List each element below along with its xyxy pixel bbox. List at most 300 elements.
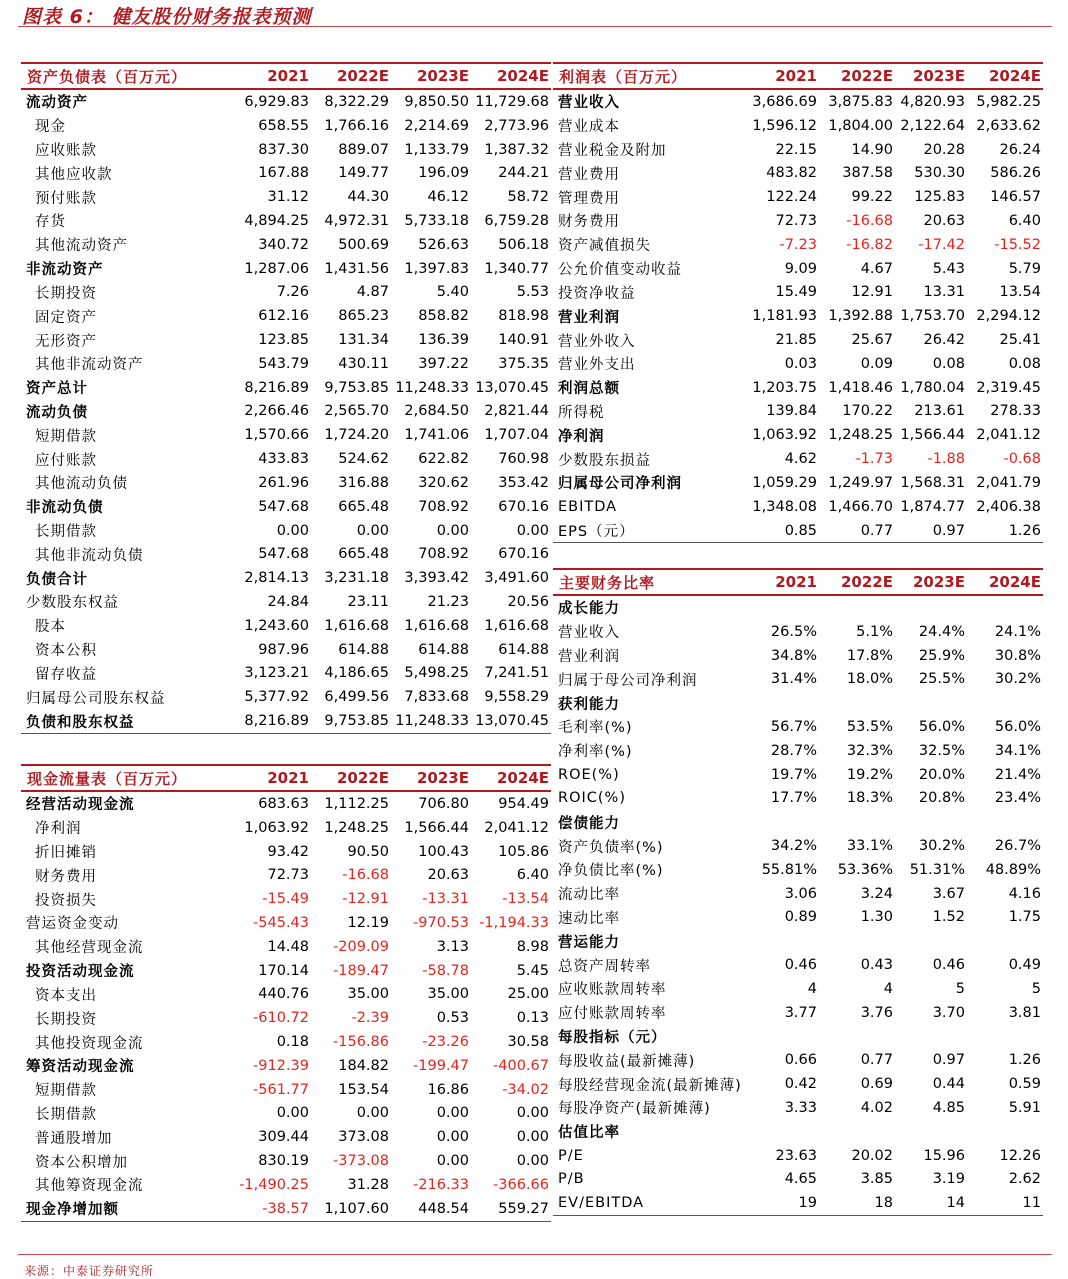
cell-value: 2,041.79 — [976, 474, 1041, 491]
cell-value — [819, 1120, 895, 1144]
cell-value: 5.45 — [516, 962, 549, 979]
table-row — [21, 911, 551, 935]
cell-value: -373.08 — [333, 1153, 389, 1170]
cell-value: 1.75 — [1008, 909, 1041, 926]
table-row — [21, 614, 551, 638]
cell-value: 670.16 — [498, 498, 549, 515]
table-row — [21, 1054, 551, 1078]
cell-value: 13.31 — [923, 284, 965, 301]
cell-value: 8,216.89 — [244, 379, 309, 396]
cell-value: 1,133.79 — [404, 141, 469, 158]
table-row — [21, 983, 551, 1007]
table-row — [553, 739, 1043, 763]
cell-value — [743, 810, 819, 834]
cell-value: 0.46 — [784, 957, 817, 974]
cell-value: 433.83 — [258, 451, 309, 468]
cell-value: 22.15 — [775, 141, 817, 158]
cell-value: 4,186.65 — [324, 665, 389, 682]
cell-value: 35.00 — [427, 986, 469, 1003]
cell-value: 6.40 — [1008, 212, 1041, 229]
cell-value: 375.35 — [498, 355, 549, 372]
table-row — [553, 620, 1043, 644]
cell-value: 261.96 — [258, 474, 309, 491]
cell-value: 2,406.38 — [976, 498, 1041, 515]
cell-value: 18.0% — [846, 671, 893, 688]
table-row — [553, 304, 1043, 328]
cell-value: 0.00 — [436, 1129, 469, 1146]
cell-value: -545.43 — [253, 914, 309, 931]
cell-value — [819, 595, 895, 620]
cell-value: -13.54 — [502, 891, 549, 908]
row-label: 负债合计 — [26, 571, 88, 588]
cell-value: 4.65 — [784, 1171, 817, 1188]
cell-value: -156.86 — [333, 1034, 389, 1051]
year-header: 2021 — [743, 569, 819, 595]
row-label: 归属于母公司净利润 — [558, 672, 698, 689]
cell-value: 3.13 — [436, 938, 469, 955]
row-label: EV/EBITDA — [553, 1191, 743, 1215]
table-row — [553, 89, 1043, 114]
row-label: 净利润 — [558, 428, 605, 445]
row-label: 资本公积增加 — [35, 1154, 128, 1171]
table-row — [553, 667, 1043, 691]
row-label: 应收账款周转率 — [558, 982, 667, 999]
cell-value: 3,123.21 — [244, 665, 309, 682]
row-label: 其他应收款 — [35, 166, 113, 183]
cell-value: 397.22 — [418, 355, 469, 372]
row-label: 成长能力 — [558, 601, 620, 618]
cell-value: 5,982.25 — [976, 93, 1041, 110]
cell-value: 1,616.68 — [404, 617, 469, 634]
row-label: 营业利润 — [558, 649, 620, 666]
row-label: 普通股增加 — [35, 1130, 113, 1147]
cell-value: 1,348.08 — [752, 498, 817, 515]
table-header-row — [553, 569, 1043, 595]
table-row — [21, 566, 551, 590]
table-title: 主要财务比率 — [553, 569, 743, 595]
cell-value: 15.49 — [775, 284, 817, 301]
table-row — [553, 1144, 1043, 1168]
row-label: 净利润 — [35, 821, 82, 838]
table-header-row — [21, 63, 551, 89]
cell-value: -366.66 — [493, 1176, 549, 1193]
row-label: 营业外支出 — [558, 357, 636, 374]
cell-value: 2,319.45 — [976, 379, 1041, 396]
cell-value: 33.1% — [846, 838, 893, 855]
cell-value: 614.88 — [338, 641, 389, 658]
cell-value: 1.52 — [932, 909, 965, 926]
cell-value: 1,397.83 — [404, 260, 469, 277]
cell-value: 665.48 — [338, 498, 389, 515]
cell-value: 4,972.31 — [324, 212, 389, 229]
table-row — [553, 1072, 1043, 1096]
cell-value: 1,107.60 — [311, 1197, 391, 1221]
cell-value — [895, 595, 967, 620]
cell-value: 53.36% — [837, 861, 893, 878]
table-row — [21, 1197, 551, 1221]
cell-value: 818.98 — [498, 308, 549, 325]
cell-value: 6,499.56 — [324, 689, 389, 706]
cell-value: 13.54 — [999, 284, 1041, 301]
table-row — [553, 715, 1043, 739]
table-row — [553, 644, 1043, 668]
cell-value: 2,821.44 — [484, 403, 549, 420]
cell-value: 25.9% — [918, 647, 965, 664]
cell-value: 4.67 — [860, 260, 893, 277]
income-statement-table — [553, 62, 1043, 543]
table-row — [553, 257, 1043, 281]
row-label: 资产负债率(%) — [558, 839, 664, 856]
cell-value: 44.30 — [347, 189, 389, 206]
table-row — [553, 352, 1043, 376]
table-row — [553, 328, 1043, 352]
cell-value: 5 — [955, 980, 965, 997]
cell-value: 1,804.00 — [828, 117, 893, 134]
table-row — [553, 185, 1043, 209]
table-title: 利润表（百万元） — [553, 63, 743, 89]
table-row — [21, 638, 551, 662]
cell-value: -7.23 — [779, 236, 817, 253]
row-label: P/E — [558, 1147, 584, 1164]
cell-value: 13,070.45 — [471, 709, 551, 733]
cell-value: 184.82 — [338, 1057, 389, 1074]
row-label: 长期借款 — [35, 524, 97, 541]
row-label: 营运能力 — [558, 934, 620, 951]
section-header-row — [553, 1025, 1043, 1049]
cell-value: 56.7% — [770, 718, 817, 735]
cell-value: -1.73 — [855, 451, 893, 468]
cell-value: 34.8% — [770, 647, 817, 664]
table-row — [21, 161, 551, 185]
cell-value: 483.82 — [766, 165, 817, 182]
row-label: 管理费用 — [558, 190, 620, 207]
cell-value: 5,377.92 — [244, 689, 309, 706]
cell-value — [819, 691, 895, 715]
row-label: 资本支出 — [35, 987, 97, 1004]
source-note: 来源：中泰证券研究所 — [24, 1264, 155, 1278]
cell-value: 5.91 — [1008, 1099, 1041, 1116]
row-label: ROE(%) — [558, 766, 620, 783]
cell-value: 586.26 — [990, 165, 1041, 182]
table-row — [21, 519, 551, 543]
row-label: 无形资产 — [35, 333, 97, 350]
cell-value: 0.43 — [860, 957, 893, 974]
cell-value: 12.26 — [999, 1147, 1041, 1164]
cell-value: 2,041.12 — [976, 427, 1041, 444]
row-label: 负债和股东权益 — [21, 709, 231, 733]
cell-value: 24.84 — [267, 593, 309, 610]
row-label: 资产总计 — [26, 381, 88, 398]
cell-value: -1,490.25 — [239, 1176, 309, 1193]
cell-value: -16.68 — [846, 212, 893, 229]
row-label: 营业收入 — [558, 625, 620, 642]
row-label: 其他非流动资产 — [35, 357, 144, 374]
row-label: 现金净增加额 — [21, 1197, 231, 1221]
table-header-row — [21, 765, 551, 791]
table-row — [553, 1048, 1043, 1072]
cell-value: 0.49 — [1008, 957, 1041, 974]
row-label: EBITDA — [558, 498, 618, 515]
section-header-row — [553, 929, 1043, 953]
cell-value: 858.82 — [418, 308, 469, 325]
cell-value: 12.19 — [347, 914, 389, 931]
cell-value: 1,566.44 — [900, 427, 965, 444]
cell-value: 373.08 — [338, 1129, 389, 1146]
table-row — [21, 1078, 551, 1102]
year-header: 2022E — [311, 765, 391, 791]
table-row — [553, 787, 1043, 811]
cell-value: 5.1% — [856, 623, 893, 640]
row-label: 每股经营现金流(最新摊薄) — [558, 1077, 742, 1094]
cell-value: 23.11 — [347, 593, 389, 610]
cell-value: 14.90 — [851, 141, 893, 158]
cell-value: 1,616.68 — [484, 617, 549, 634]
row-label: 获利能力 — [558, 696, 620, 713]
cell-value: 25.00 — [507, 986, 549, 1003]
cell-value: 1,874.77 — [900, 498, 965, 515]
cell-value: 1,063.92 — [752, 427, 817, 444]
cell-value: 2,214.69 — [404, 117, 469, 134]
table-row — [21, 840, 551, 864]
cell-value: 31.28 — [347, 1176, 389, 1193]
cell-value: 1,287.06 — [244, 260, 309, 277]
cell-value: 3.76 — [860, 1004, 893, 1021]
year-header: 2023E — [895, 63, 967, 89]
table-row — [21, 257, 551, 281]
section-header-row — [553, 1120, 1043, 1144]
cell-value: 708.92 — [418, 546, 469, 563]
cell-value: 0.00 — [276, 1105, 309, 1122]
cell-value: 0.77 — [860, 1052, 893, 1069]
row-label: 利润总额 — [558, 381, 620, 398]
table-row — [21, 590, 551, 614]
table-row — [553, 763, 1043, 787]
cell-value: 448.54 — [391, 1197, 471, 1221]
row-label: 归属母公司股东权益 — [26, 690, 166, 707]
cell-value: 278.33 — [990, 403, 1041, 420]
cell-value: 20.28 — [923, 141, 965, 158]
cell-value — [819, 810, 895, 834]
cell-value: 760.98 — [498, 451, 549, 468]
cell-value: 11 — [967, 1191, 1043, 1215]
table-row — [21, 935, 551, 959]
table-row — [21, 328, 551, 352]
cell-value: 2,565.70 — [324, 403, 389, 420]
table-row — [21, 304, 551, 328]
table-row — [21, 114, 551, 138]
cell-value: 72.73 — [267, 867, 309, 884]
cell-value: 1,568.31 — [900, 474, 965, 491]
cell-value: 131.34 — [338, 332, 389, 349]
cell-value: 0.00 — [356, 1105, 389, 1122]
cell-value: 9.09 — [784, 260, 817, 277]
cell-value: 20.56 — [507, 593, 549, 610]
cell-value: 25.41 — [999, 332, 1041, 349]
cell-value: 139.84 — [766, 403, 817, 420]
cell-value: 140.91 — [498, 332, 549, 349]
cell-value: 4 — [883, 980, 893, 997]
cell-value: 1.26 — [1008, 1052, 1041, 1069]
row-label: 其他非流动负债 — [35, 547, 144, 564]
cell-value: 1,340.77 — [484, 260, 549, 277]
cell-value: 7,241.51 — [484, 665, 549, 682]
cell-value: 3.77 — [784, 1004, 817, 1021]
row-label: 财务费用 — [558, 214, 620, 231]
row-label: 营运资金变动 — [26, 916, 119, 933]
row-label: 所得税 — [558, 404, 605, 421]
cell-value: 1,753.70 — [900, 308, 965, 325]
row-label: 营业利润 — [558, 309, 620, 326]
row-label: 少数股东权益 — [26, 595, 119, 612]
row-label: 存货 — [35, 214, 66, 231]
cell-value: 1,616.68 — [324, 617, 389, 634]
row-label: 流动负债 — [26, 404, 88, 421]
row-label: 应收账款 — [35, 143, 97, 160]
cell-value: 4,894.25 — [244, 212, 309, 229]
row-label: 筹资活动现金流 — [26, 1059, 135, 1076]
cell-value: 547.68 — [258, 546, 309, 563]
cell-value: -610.72 — [253, 1010, 309, 1027]
table-row — [553, 495, 1043, 519]
cell-value: 1,766.16 — [324, 117, 389, 134]
cell-value: -912.39 — [253, 1057, 309, 1074]
cell-value: 149.77 — [338, 165, 389, 182]
cell-value: 35.00 — [347, 986, 389, 1003]
cell-value: 213.61 — [914, 403, 965, 420]
cell-value: 0.00 — [436, 1105, 469, 1122]
cell-value: 30.2% — [918, 838, 965, 855]
table-row — [553, 233, 1043, 257]
cell-value: 14.48 — [267, 938, 309, 955]
cell-value: 6.40 — [516, 867, 549, 884]
cell-value: 4 — [807, 980, 817, 997]
cell-value: -216.33 — [413, 1176, 469, 1193]
cell-value: 2,684.50 — [404, 403, 469, 420]
cell-value: 2,814.13 — [244, 570, 309, 587]
cell-value: 1,724.20 — [324, 427, 389, 444]
row-label: 流动资产 — [26, 95, 88, 112]
row-label: 营业税金及附加 — [558, 143, 667, 160]
cell-value: 2,041.12 — [484, 819, 549, 836]
figure-title: 图表 6： 健友股份财务报表预测 — [22, 6, 312, 28]
year-header: 2023E — [391, 63, 471, 89]
cell-value: 30.58 — [507, 1034, 549, 1051]
table-row — [21, 281, 551, 305]
row-label: 非流动负债 — [26, 500, 104, 517]
cell-value: 0.00 — [516, 1105, 549, 1122]
cell-value: 1,063.92 — [244, 819, 309, 836]
cell-value: 2,633.62 — [976, 117, 1041, 134]
cell-value: 1,596.12 — [752, 117, 817, 134]
cell-value: 0.08 — [1008, 355, 1041, 372]
cell-value: 3.81 — [1008, 1004, 1041, 1021]
title-divider — [18, 26, 1052, 27]
cell-value: -12.91 — [342, 891, 389, 908]
row-label: 短期借款 — [35, 428, 97, 445]
cell-value: 5.40 — [436, 284, 469, 301]
cell-value: 5,498.25 — [404, 665, 469, 682]
cell-value: 4.85 — [932, 1099, 965, 1116]
cell-value: 11,729.68 — [475, 93, 549, 110]
cell-value: 146.57 — [990, 189, 1041, 206]
cell-value: -16.82 — [846, 236, 893, 253]
cell-value: 12.91 — [851, 284, 893, 301]
table-row — [553, 519, 1043, 543]
cell-value: 18 — [819, 1191, 895, 1215]
table-row — [553, 834, 1043, 858]
row-label: 长期投资 — [35, 285, 97, 302]
cell-value: 3.24 — [860, 885, 893, 902]
year-header: 2024E — [967, 569, 1043, 595]
cell-value: 244.21 — [498, 165, 549, 182]
cell-value: -34.02 — [502, 1081, 549, 1098]
section-header-row — [553, 810, 1043, 834]
cell-value: -58.78 — [422, 962, 469, 979]
row-label: 财务费用 — [35, 868, 97, 885]
table-row — [553, 906, 1043, 930]
cell-value: 24.4% — [918, 623, 965, 640]
table-row — [21, 400, 551, 424]
cash-flow-table — [21, 764, 551, 1222]
cell-value: 19.2% — [846, 766, 893, 783]
cell-value: 830.19 — [258, 1153, 309, 1170]
cell-value: 559.27 — [471, 1197, 551, 1221]
cell-value: 1,566.44 — [404, 819, 469, 836]
row-label: EPS（元） — [553, 519, 743, 543]
cell-value: 3.33 — [784, 1099, 817, 1116]
cell-value: 55.81% — [761, 861, 817, 878]
cell-value: -23.26 — [422, 1034, 469, 1051]
cell-value: 11,248.33 — [391, 709, 471, 733]
section-header-row — [553, 595, 1043, 620]
cell-value: 4.62 — [784, 451, 817, 468]
cell-value: 506.18 — [498, 236, 549, 253]
table-row — [21, 863, 551, 887]
cell-value: 136.39 — [418, 332, 469, 349]
table-row — [553, 471, 1043, 495]
cell-value: 167.88 — [258, 165, 309, 182]
cell-value: 0.13 — [516, 1010, 549, 1027]
cell-value: 0.08 — [932, 355, 965, 372]
year-header: 2021 — [231, 765, 311, 791]
cell-value: 0.97 — [932, 1052, 965, 1069]
cell-value: 3.67 — [932, 885, 965, 902]
cell-value: 0.00 — [516, 1129, 549, 1146]
ratios-table — [553, 568, 1043, 1216]
cell-value: 5.79 — [1008, 260, 1041, 277]
cell-value: 3,686.69 — [752, 93, 817, 110]
table-row — [553, 423, 1043, 447]
row-label: 折旧摊销 — [35, 845, 97, 862]
cell-value: 6,929.83 — [244, 93, 309, 110]
cell-value: 53.5% — [846, 718, 893, 735]
row-label: 应付账款 — [35, 452, 97, 469]
cell-value: 7,833.68 — [404, 689, 469, 706]
cell-value: 48.89% — [985, 861, 1041, 878]
cell-value: 0.59 — [1008, 1076, 1041, 1093]
cell-value: 6,759.28 — [484, 212, 549, 229]
cell-value: -561.77 — [253, 1081, 309, 1098]
cell-value: 387.58 — [842, 165, 893, 182]
cell-value: 1,431.56 — [324, 260, 389, 277]
row-label: 净利率(%) — [558, 744, 633, 761]
cell-value: 1,059.29 — [752, 474, 817, 491]
cell-value — [895, 691, 967, 715]
cell-value: 543.79 — [258, 355, 309, 372]
cell-value: -16.68 — [342, 867, 389, 884]
cell-value: 865.23 — [338, 308, 389, 325]
row-label: P/B — [558, 1171, 585, 1188]
